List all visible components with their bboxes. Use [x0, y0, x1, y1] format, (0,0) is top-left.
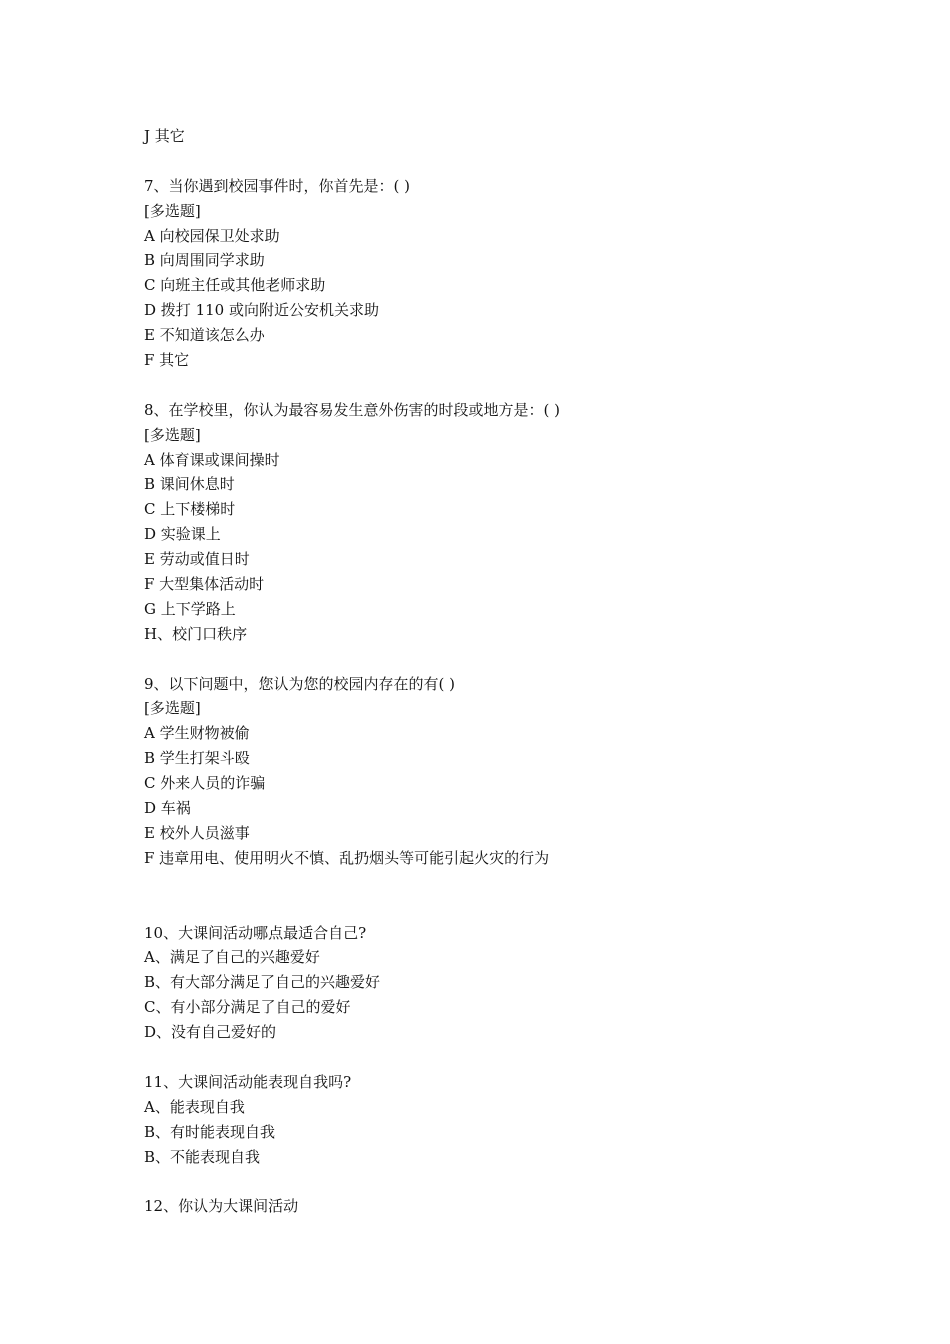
question-title: 8、在学校里，你认为最容易发生意外伤害的时段或地方是：( )	[144, 400, 561, 419]
option-text: D 实验课上	[144, 525, 221, 544]
question-title: 7、当你遇到校园事件时，你首先是：( )	[144, 176, 411, 195]
option-text: C 上下楼梯时	[144, 500, 236, 519]
option-text: B 课间休息时	[144, 475, 235, 494]
option-text: E 不知道该怎么办	[144, 326, 265, 345]
option-text: B、有时能表现自我	[144, 1122, 276, 1141]
option-text: A、能表现自我	[144, 1097, 245, 1116]
option-text: A、满足了自己的兴趣爱好	[144, 948, 320, 967]
option-text: F 其它	[144, 351, 190, 370]
option-text: D、没有自己爱好的	[144, 1023, 277, 1042]
option-text: A 学生财物被偷	[144, 724, 250, 743]
option-text: C 外来人员的诈骗	[144, 774, 266, 793]
option-text: A 体育课或课间操时	[144, 450, 280, 469]
document-page	[144, 124, 864, 1219]
question-type: [多选题]	[144, 699, 201, 718]
question-title: 9、以下问题中，您认为您的校园内存在的有( )	[144, 674, 456, 693]
option-text: C 向班主任或其他老师求助	[144, 276, 326, 295]
spacer	[144, 1045, 864, 1070]
question-block-12	[144, 1194, 864, 1219]
option-text: H、校门口秩序	[144, 624, 248, 643]
spacer	[144, 373, 864, 398]
option-text: E 校外人员滋事	[144, 823, 250, 842]
question-block-9	[144, 672, 864, 871]
option-text: F 大型集体活动时	[144, 575, 265, 594]
question-type: [多选题]	[144, 425, 201, 444]
option-text: B 向周围同学求助	[144, 251, 265, 270]
option-text: A 向校园保卫处求助	[144, 226, 280, 245]
spacer	[144, 1169, 864, 1194]
option-text: G 上下学路上	[144, 599, 236, 618]
option-text: D 拨打 110 或向附近公安机关求助	[144, 301, 379, 320]
question-title: 11、大课间活动能表现自我吗?	[144, 1072, 352, 1091]
option-text: B 学生打架斗殴	[144, 749, 250, 768]
option-text: B、有大部分满足了自己的兴趣爱好	[144, 973, 381, 992]
option-text: E 劳动或值日时	[144, 550, 250, 569]
spacer	[144, 647, 864, 672]
question-block-7	[144, 174, 864, 373]
spacer	[144, 149, 864, 174]
option-text: C、有小部分满足了自己的爱好	[144, 998, 351, 1017]
question-title: 12、你认为大课间活动	[144, 1197, 299, 1216]
option-text: B、不能表现自我	[144, 1147, 261, 1166]
question-block-11	[144, 1070, 864, 1170]
question-title: 10、大课间活动哪点最适合自己?	[144, 923, 367, 942]
question-block-8	[144, 398, 864, 647]
question-type: [多选题]	[144, 201, 201, 220]
spacer	[144, 871, 864, 921]
option-text: D 车祸	[144, 799, 191, 818]
option-text: J 其它	[144, 127, 185, 145]
question-block-10	[144, 921, 864, 1045]
option-text: F 违章用电、使用明火不慎、乱扔烟头等可能引起火灾的行为	[144, 848, 550, 867]
